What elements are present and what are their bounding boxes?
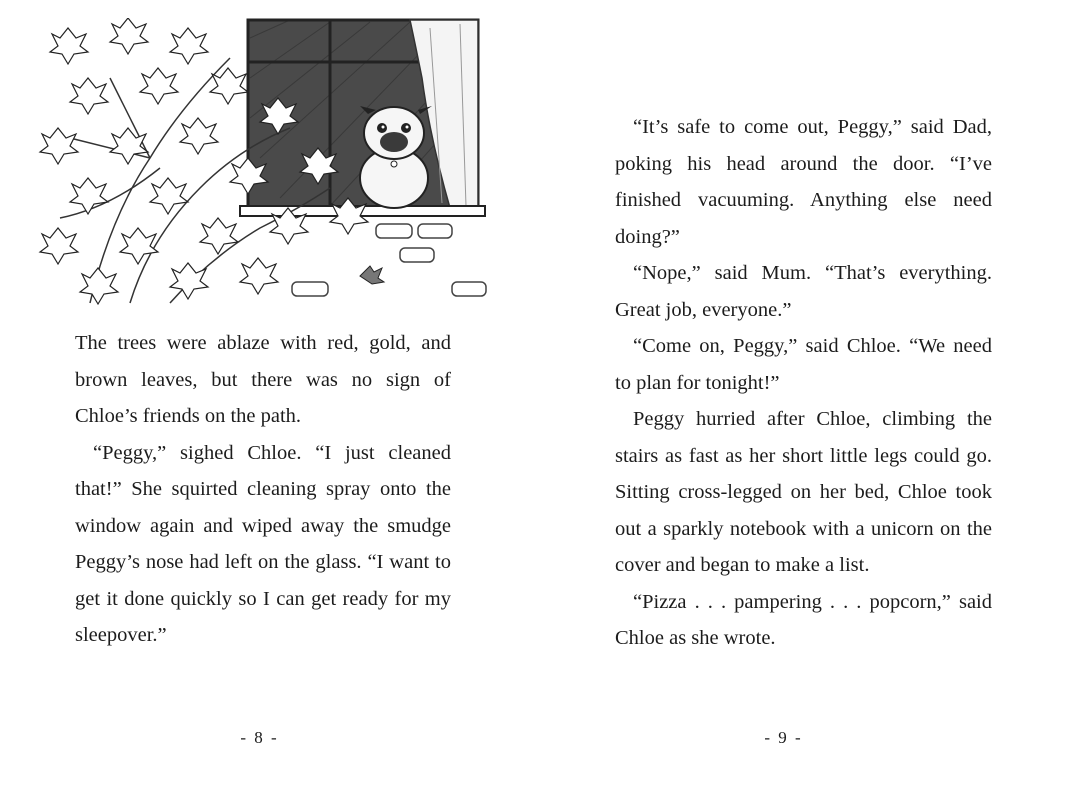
page-number: - 8 - — [240, 728, 279, 747]
paragraph: “Come on, Peggy,” said Chloe. “We need to plan for tonight!” — [615, 335, 992, 394]
pug-in-window-illustration — [30, 18, 492, 310]
paragraph: “Nope,” said Mum. “That’s everything. Great job, everyone.” — [615, 262, 992, 321]
falling-leaf-icon — [360, 266, 384, 284]
left-text-block — [75, 325, 451, 654]
right-page — [533, 0, 1066, 800]
right-text-block — [615, 109, 992, 657]
paragraph: “Pizza . . . pampering . . . popcorn,” said Chloe as she wrote. — [615, 590, 992, 649]
paragraph: “It’s safe to come out, Peggy,” said Dad, poking his head around the door. “I’ve finished vacuuming. Anything else need doing?” — [615, 116, 992, 248]
page-number: - 9 - — [764, 728, 803, 747]
paragraph: The trees were ablaze with red, gold, and brown leaves, but there was no sign of Chloe’s friends on the path. — [75, 332, 451, 427]
paragraph: Peggy hurried after Chloe, climbing the stairs as fast as her short little legs could go. Sitting cross-legged on her bed, Chloe took out a sparkly notebook with a unicorn on the cover and began to make a list. — [615, 408, 992, 576]
bricks — [292, 224, 486, 296]
paragraph: “Peggy,” sighed Chloe. “I just cleaned that!” She squirted cleaning spray onto the window again and wiped away the smudge Peggy’s nose had left on the glass. “I want to get it done quickly so I can get ready for my sleepover.” — [75, 441, 451, 646]
